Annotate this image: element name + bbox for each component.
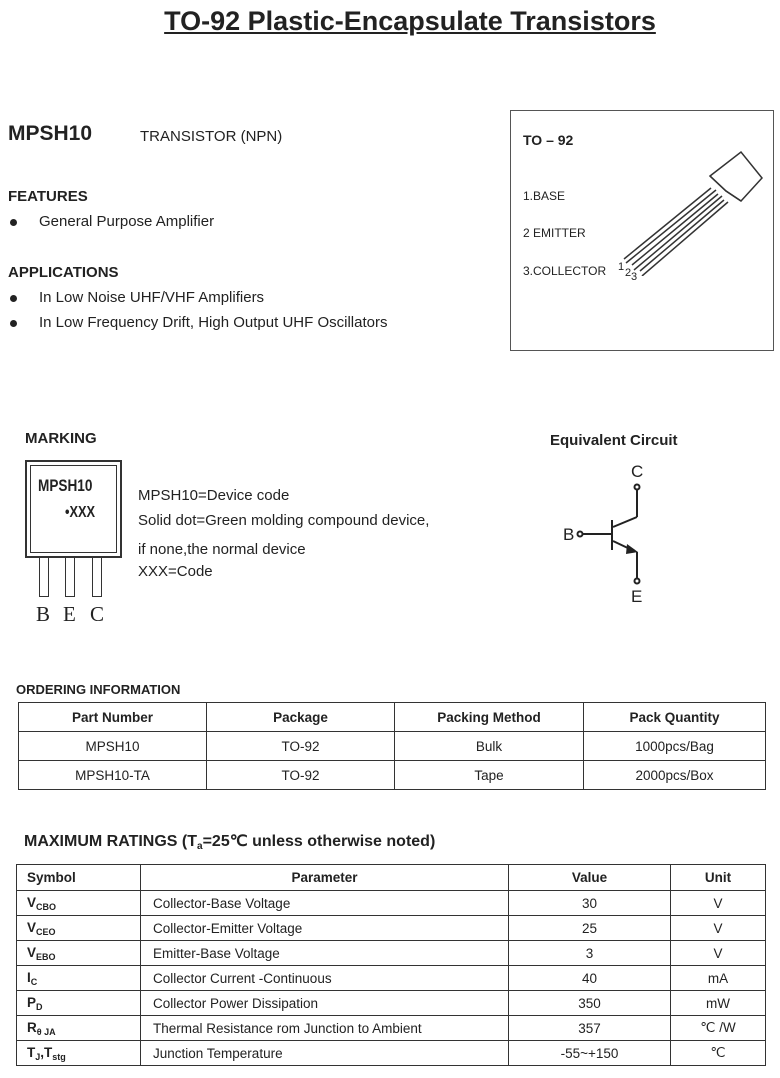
symbol-sub: stg [52,1051,66,1062]
cell: Tape [395,761,584,790]
bullet-icon [10,320,17,327]
cell: Bulk [395,732,584,761]
unit-cell: mA [671,966,766,991]
symbol-cell [17,891,141,916]
symbol-sub: D [36,1001,43,1012]
symbol-sub: C [30,976,38,987]
symbol-sub: EBO [36,951,56,962]
symbol: P [27,994,37,1010]
symbol: V [27,894,37,910]
symbol-cell [17,916,141,941]
package-name: TO – 92 [523,132,574,148]
marking-heading: MARKING [25,430,97,447]
symbol: ,T [40,1044,53,1060]
table-row [17,941,766,966]
table-row [17,1041,766,1066]
lead [92,556,102,597]
symbol: R [27,1019,37,1035]
lead-label: E [63,602,76,626]
bullet-icon [10,295,17,302]
ratings-heading [24,831,435,852]
column-header: Value [509,865,671,891]
application-text: In Low Noise UHF/VHF Amplifiers [39,289,265,306]
package-box [510,110,774,351]
symbol-cell [17,941,141,966]
symbol-cell [17,966,141,991]
features-heading: FEATURES [8,188,88,205]
base-label: B [563,525,575,544]
table-header-row [19,703,766,732]
marking-note: XXX=Code [138,563,213,580]
pin-label: 3.COLLECTOR [523,264,607,278]
unit-cell: V [671,891,766,916]
feature-item [8,213,214,230]
table-row [17,916,766,941]
marking-note: Solid dot=Green molding compound device, [138,512,430,529]
parameter-cell: Collector-Base Voltage [141,891,509,916]
table-row [17,1016,766,1041]
value-cell: -55~+150 [509,1041,671,1066]
marking-note: if none,the normal device [138,541,306,558]
column-header: Symbol [17,865,141,891]
part-number: MPSH10 [8,122,93,145]
application-item [8,314,387,331]
symbol-cell [17,991,141,1016]
heading-text: =25℃ unless otherwise noted) [202,833,436,850]
table-row [17,966,766,991]
unit-cell: mW [671,991,766,1016]
pin-label: 2 EMITTER [523,226,586,240]
parameter-cell: Collector Current -Continuous [141,966,509,991]
applications-heading: APPLICATIONS [8,264,119,281]
value-cell: 357 [509,1016,671,1041]
column-header: Unit [671,865,766,891]
table-header-row [17,865,766,891]
ordering-table [18,702,766,790]
table-row [19,761,766,790]
marking-note: MPSH10=Device code [138,487,290,504]
value-cell: 40 [509,966,671,991]
ordering-heading: ORDERING INFORMATION [16,682,181,697]
transistor-type: TRANSISTOR (NPN) [140,128,283,145]
pin-number: 3 [631,271,638,283]
cell: TO-92 [207,761,395,790]
lead [65,556,75,597]
value-cell: 30 [509,891,671,916]
value-cell: 25 [509,916,671,941]
parameter-cell: Emitter-Base Voltage [141,941,509,966]
symbol-sub: θ JA [36,1026,56,1037]
lead-label: C [90,602,105,626]
value-cell: 3 [509,941,671,966]
feature-text: General Purpose Amplifier [39,213,215,230]
symbol: I [27,969,31,985]
lead [39,556,49,597]
application-item [8,289,264,306]
table-row [17,891,766,916]
symbol-sub: CEO [36,926,56,937]
column-header: Pack Quantity [584,703,766,732]
symbol-cell [17,1016,141,1041]
table-row [19,732,766,761]
cell: MPSH10 [19,732,207,761]
application-text: In Low Frequency Drift, High Output UHF Oscillators [39,314,388,331]
pin-number: 1 [618,261,625,273]
npn-transistor-symbol [540,430,720,610]
to92-package-icon [616,146,766,276]
cell: 2000pcs/Box [584,761,766,790]
ratings-table [16,864,766,1066]
pin-label: 1.BASE [523,189,566,203]
heading-sub: a [197,841,203,852]
circuit-heading: Equivalent Circuit [550,432,678,449]
symbol-cell [17,1041,141,1066]
page-title: TO-92 Plastic-Encapsulate Transistors [164,6,656,36]
cell: MPSH10-TA [19,761,207,790]
symbol: T [27,1044,36,1060]
unit-cell: V [671,916,766,941]
emitter-label: E [631,587,643,606]
parameter-cell: Collector-Emitter Voltage [141,916,509,941]
symbol-sub: CBO [36,901,57,912]
bullet-icon [10,219,17,226]
unit-cell: ℃ [671,1041,766,1066]
cell: TO-92 [207,732,395,761]
table-row [17,991,766,1016]
collector-label: C [631,462,644,481]
parameter-cell: Junction Temperature [141,1041,509,1066]
column-header: Parameter [141,865,509,891]
unit-cell: V [671,941,766,966]
heading-text: MAXIMUM RATINGS (T [24,833,198,850]
parameter-cell: Thermal Resistance rom Junction to Ambient [141,1016,509,1041]
chip-device-code: MPSH10 [38,476,93,495]
lead-label: B [36,602,51,626]
column-header: Packing Method [395,703,584,732]
parameter-cell: Collector Power Dissipation [141,991,509,1016]
symbol: V [27,919,37,935]
chip-code: •XXX [65,504,96,521]
symbol-sub: J [35,1051,41,1062]
marking-chip [25,460,122,558]
unit-cell: ℃ /W [671,1016,766,1041]
column-header: Package [207,703,395,732]
value-cell: 350 [509,991,671,1016]
pin-number: 2 [625,267,632,279]
column-header: Part Number [19,703,207,732]
symbol: V [27,944,37,960]
cell: 1000pcs/Bag [584,732,766,761]
